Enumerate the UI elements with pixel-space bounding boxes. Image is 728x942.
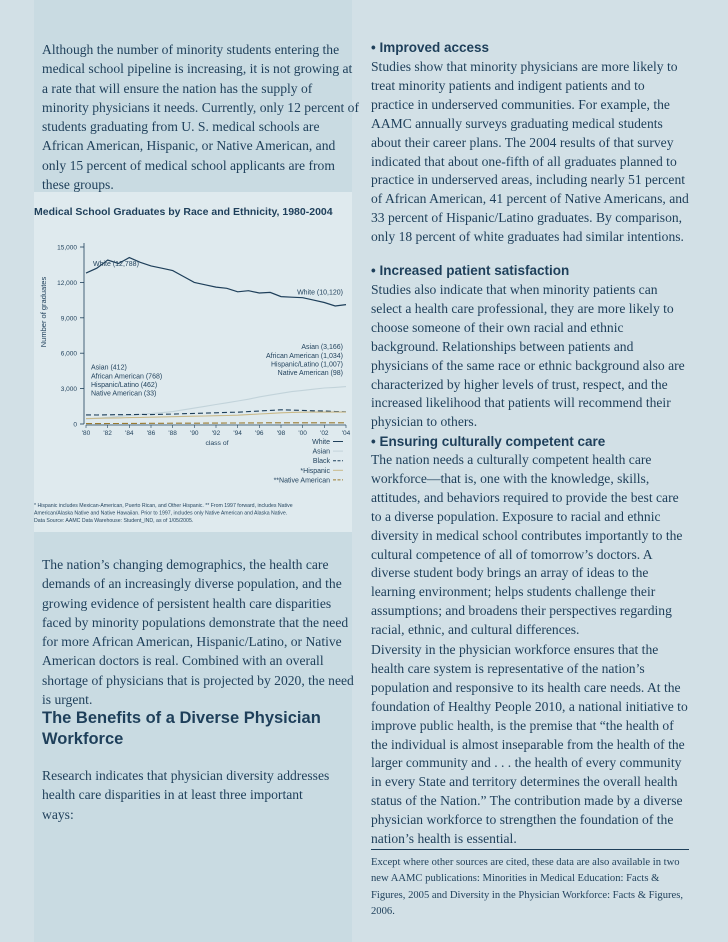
footnote-line: American/Alaska Native and Native Hawaiian. Prior to 1997, includes only Native American and Alaska Native. [34, 510, 288, 517]
bullet-heading-access: • Improved access [371, 40, 490, 55]
legend-label: Asian [312, 448, 330, 456]
data-label: Asian (3,166) [301, 344, 343, 352]
y-tick-label: 12,000 [57, 279, 77, 287]
demographics-paragraph: The nation’s changing demographics, the health care demands of an increasingly diverse population, and the growing evidence of persistent health care disparities faced by minority populations demonstrate that the need for more African American, Hispanic/Latino, or Native American doctors is real. Combined with an overall shortage of physicians that is projected by 2020, the need is urgent. [42, 557, 354, 708]
x-tick-label: '86 [146, 430, 156, 437]
bullet-heading-satisfaction: • Increased patient satisfaction [371, 263, 570, 278]
source-note: Except where other sources are cited, these data are also available in two new AAMC publications: Minorities in Medical Education: Facts & Figures, 2005 and Diversity in the Physician Workforce: Facts & Figures, 2006. [371, 857, 684, 917]
x-tick-label: '88 [168, 430, 177, 437]
data-label: White (10,120) [297, 289, 343, 297]
x-tick-label: '90 [190, 430, 199, 437]
x-tick-label: '00 [298, 430, 307, 437]
chart-title: Medical School Graduates by Race and Ethnicity, 1980-2004 [34, 206, 333, 218]
y-axis-label: Number of graduates [39, 276, 48, 348]
chart-annotations [91, 261, 343, 397]
x-axis [82, 425, 351, 447]
divider [371, 849, 689, 850]
y-tick-label: 9,000 [60, 315, 77, 323]
data-label: White (12,788) [93, 261, 139, 269]
x-tick-label: '84 [125, 430, 134, 437]
x-tick-label: '98 [276, 430, 286, 437]
data-label: Native American (33) [91, 390, 157, 398]
footnote-line: * Hispanic includes Mexican-American, Puerto Rican, and Other Hispanic. ** From 1997 forward, includes Native [34, 503, 293, 509]
y-tick-label: 6,000 [60, 350, 77, 358]
research-paragraph: Research indicates that physician diversity addresses health care disparities in at least three important ways: [42, 768, 330, 822]
intro-paragraph: Although the number of minority students entering the medical school pipeline is increasing, it is not growing at a rate that will ensure the nation has the supply of minority physicians it needs. Currently, only 12 percent of students graduating from U. S. medical schools are African American, Hispanic, or Native American, and only 15 percent of medical school applicants are from these groups. [42, 42, 359, 193]
legend-label: *Hispanic [300, 467, 330, 475]
data-label: Asian (412) [91, 364, 127, 372]
data-label: Hispanic/Latino (462) [91, 381, 158, 389]
data-label: African American (1,034) [265, 352, 343, 360]
data-label: Hispanic/Latino (1,007) [271, 361, 343, 369]
satisfaction-paragraph: Studies also indicate that when minority patients can select a health care professional, they are more likely to choose someone of their own racial and ethnic background. Relationships between patients and physicians of the same race or ethnic background also are characterized by higher levels of trust, respect, and the increased likelihood that patients will recommend their physician to others. [371, 282, 685, 430]
access-paragraph: Studies show that minority physicians are more likely to treat minority patients and indigent patients and to practice in underserved communities. For example, the AAMC annually surveys graduating medical students about their career plans. The 2004 results of that survey indicated that about one-fifth of all graduates planned to practice in underserved areas, including nearly 51 percent of African American, 41 percent of Native Americans, and 33 percent of Hispanic/Latino graduates. By comparison, only 18 percent of white graduates had similar intentions. [371, 59, 689, 245]
x-tick-label: '04 [341, 430, 351, 437]
section-title: The Benefits of a Diverse Physician Workforce [42, 709, 321, 748]
data-label: African American (768) [91, 373, 163, 381]
y-tick-label: 15,000 [57, 244, 77, 252]
y-axis [57, 243, 84, 429]
y-tick-label: 0 [73, 421, 77, 429]
x-tick-label: '96 [255, 430, 264, 437]
line-chart [34, 230, 352, 530]
footnote-line: Data Source: AAMC Data Warehouse: Student_IND, as of 1/05/2005. [34, 518, 194, 524]
x-tick-label: '82 [103, 430, 112, 437]
x-tick-label: '94 [233, 430, 242, 437]
legend-label: Black [312, 458, 330, 466]
series-line [86, 423, 346, 424]
data-label: Native American (98) [277, 370, 343, 377]
legend-label: White [312, 439, 330, 446]
series-lines [86, 258, 346, 424]
chart-legend [274, 439, 343, 484]
chart-footnote [34, 503, 293, 524]
x-tick-label: '92 [211, 430, 221, 437]
diversity-paragraph: Diversity in the physician workforce ensures that the health care system is representative of the nation’s population and responsive to its health care needs. At the foundation of Healthy People 2010, a national initiative to improve public health, is the premise that “the health of the individual is almost inseparable from the health of the larger community and . . . the health of every community in every State and territory determines the overall health status of the Nation.” The contribution made by a diverse physician workforce to strengthen the foundation of the nation’s health is essential. [371, 642, 688, 847]
x-axis-label: class of [205, 440, 229, 447]
y-tick-label: 3,000 [60, 386, 77, 394]
legend-label: **Native American [273, 477, 330, 485]
x-tick-label: '80 [81, 430, 91, 437]
competent-care-paragraph: The nation needs a culturally competent health care workforce—that is, one with the knowledge, skills, attitudes, and behaviors required to provide the best care to a diverse population. Exposure to racial and ethnic diversity in medical school contributes importantly to the cultural competence of all of tomorrow’s doctors. A diverse student body brings an array of ideas to the learning environment; helps students challenge their assumptions; and broadens their perspectives regarding racial, ethnic, and cultural differences. [371, 452, 683, 638]
x-tick-label: '02 [320, 430, 329, 437]
bullet-heading-competent-care: • Ensuring culturally competent care [371, 434, 606, 449]
